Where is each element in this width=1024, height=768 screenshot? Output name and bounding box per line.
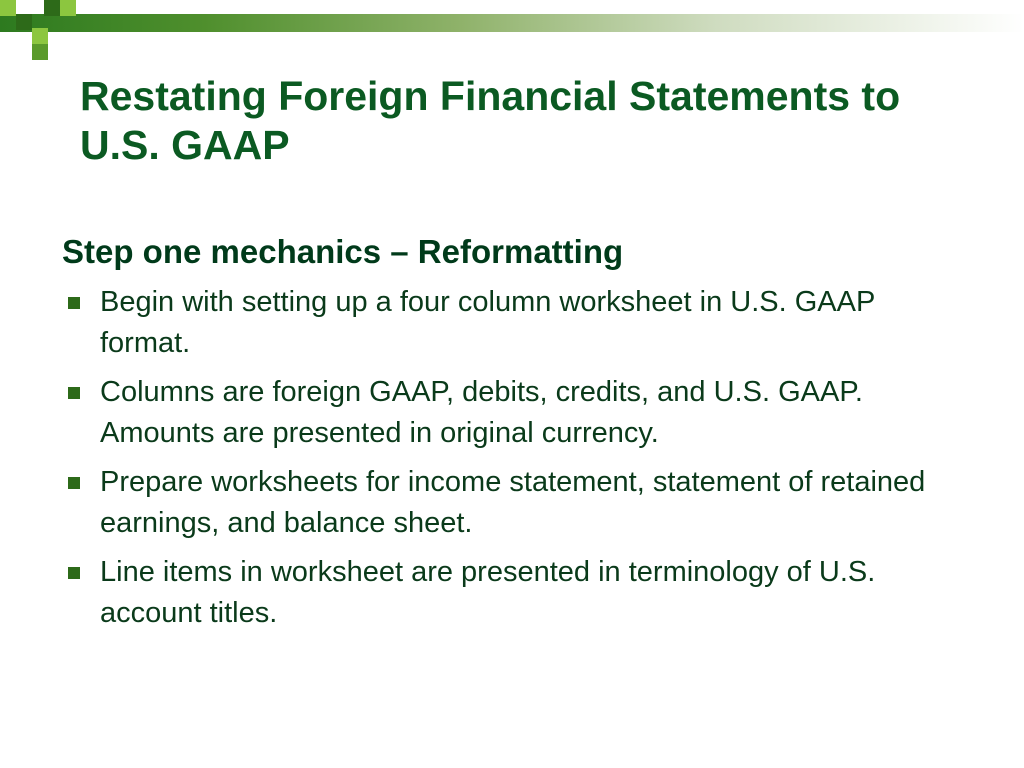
- slide-title: Restating Foreign Financial Statements to U.S. GAAP: [80, 73, 901, 168]
- list-item: [62, 282, 962, 364]
- list-item: [62, 552, 962, 634]
- list-item-text: Prepare worksheets for income statement, statement of retained earnings, and balance sheet.: [100, 466, 926, 539]
- bullet-list: [62, 282, 962, 634]
- square-bullet-icon: [68, 477, 80, 489]
- header-decoration-band: [0, 14, 1024, 32]
- decor-square: [0, 0, 16, 16]
- list-item-text: Line items in worksheet are presented in terminology of U.S. account titles.: [100, 556, 876, 629]
- decor-square: [60, 0, 76, 16]
- slide-body: [62, 230, 962, 642]
- list-item-text: Columns are foreign GAAP, debits, credits, and U.S. GAAP. Amounts are presented in original currency.: [100, 376, 863, 449]
- square-bullet-icon: [68, 297, 80, 309]
- section-subheading: Step one mechanics – Reformatting: [62, 233, 624, 270]
- list-item: [62, 462, 962, 544]
- square-bullet-icon: [68, 387, 80, 399]
- list-item-text: Begin with setting up a four column worksheet in U.S. GAAP format.: [100, 286, 875, 359]
- list-item: [62, 372, 962, 454]
- decor-square: [44, 0, 60, 16]
- decor-square: [32, 28, 48, 44]
- decor-square: [16, 14, 32, 30]
- square-bullet-icon: [68, 567, 80, 579]
- decor-square: [32, 44, 48, 60]
